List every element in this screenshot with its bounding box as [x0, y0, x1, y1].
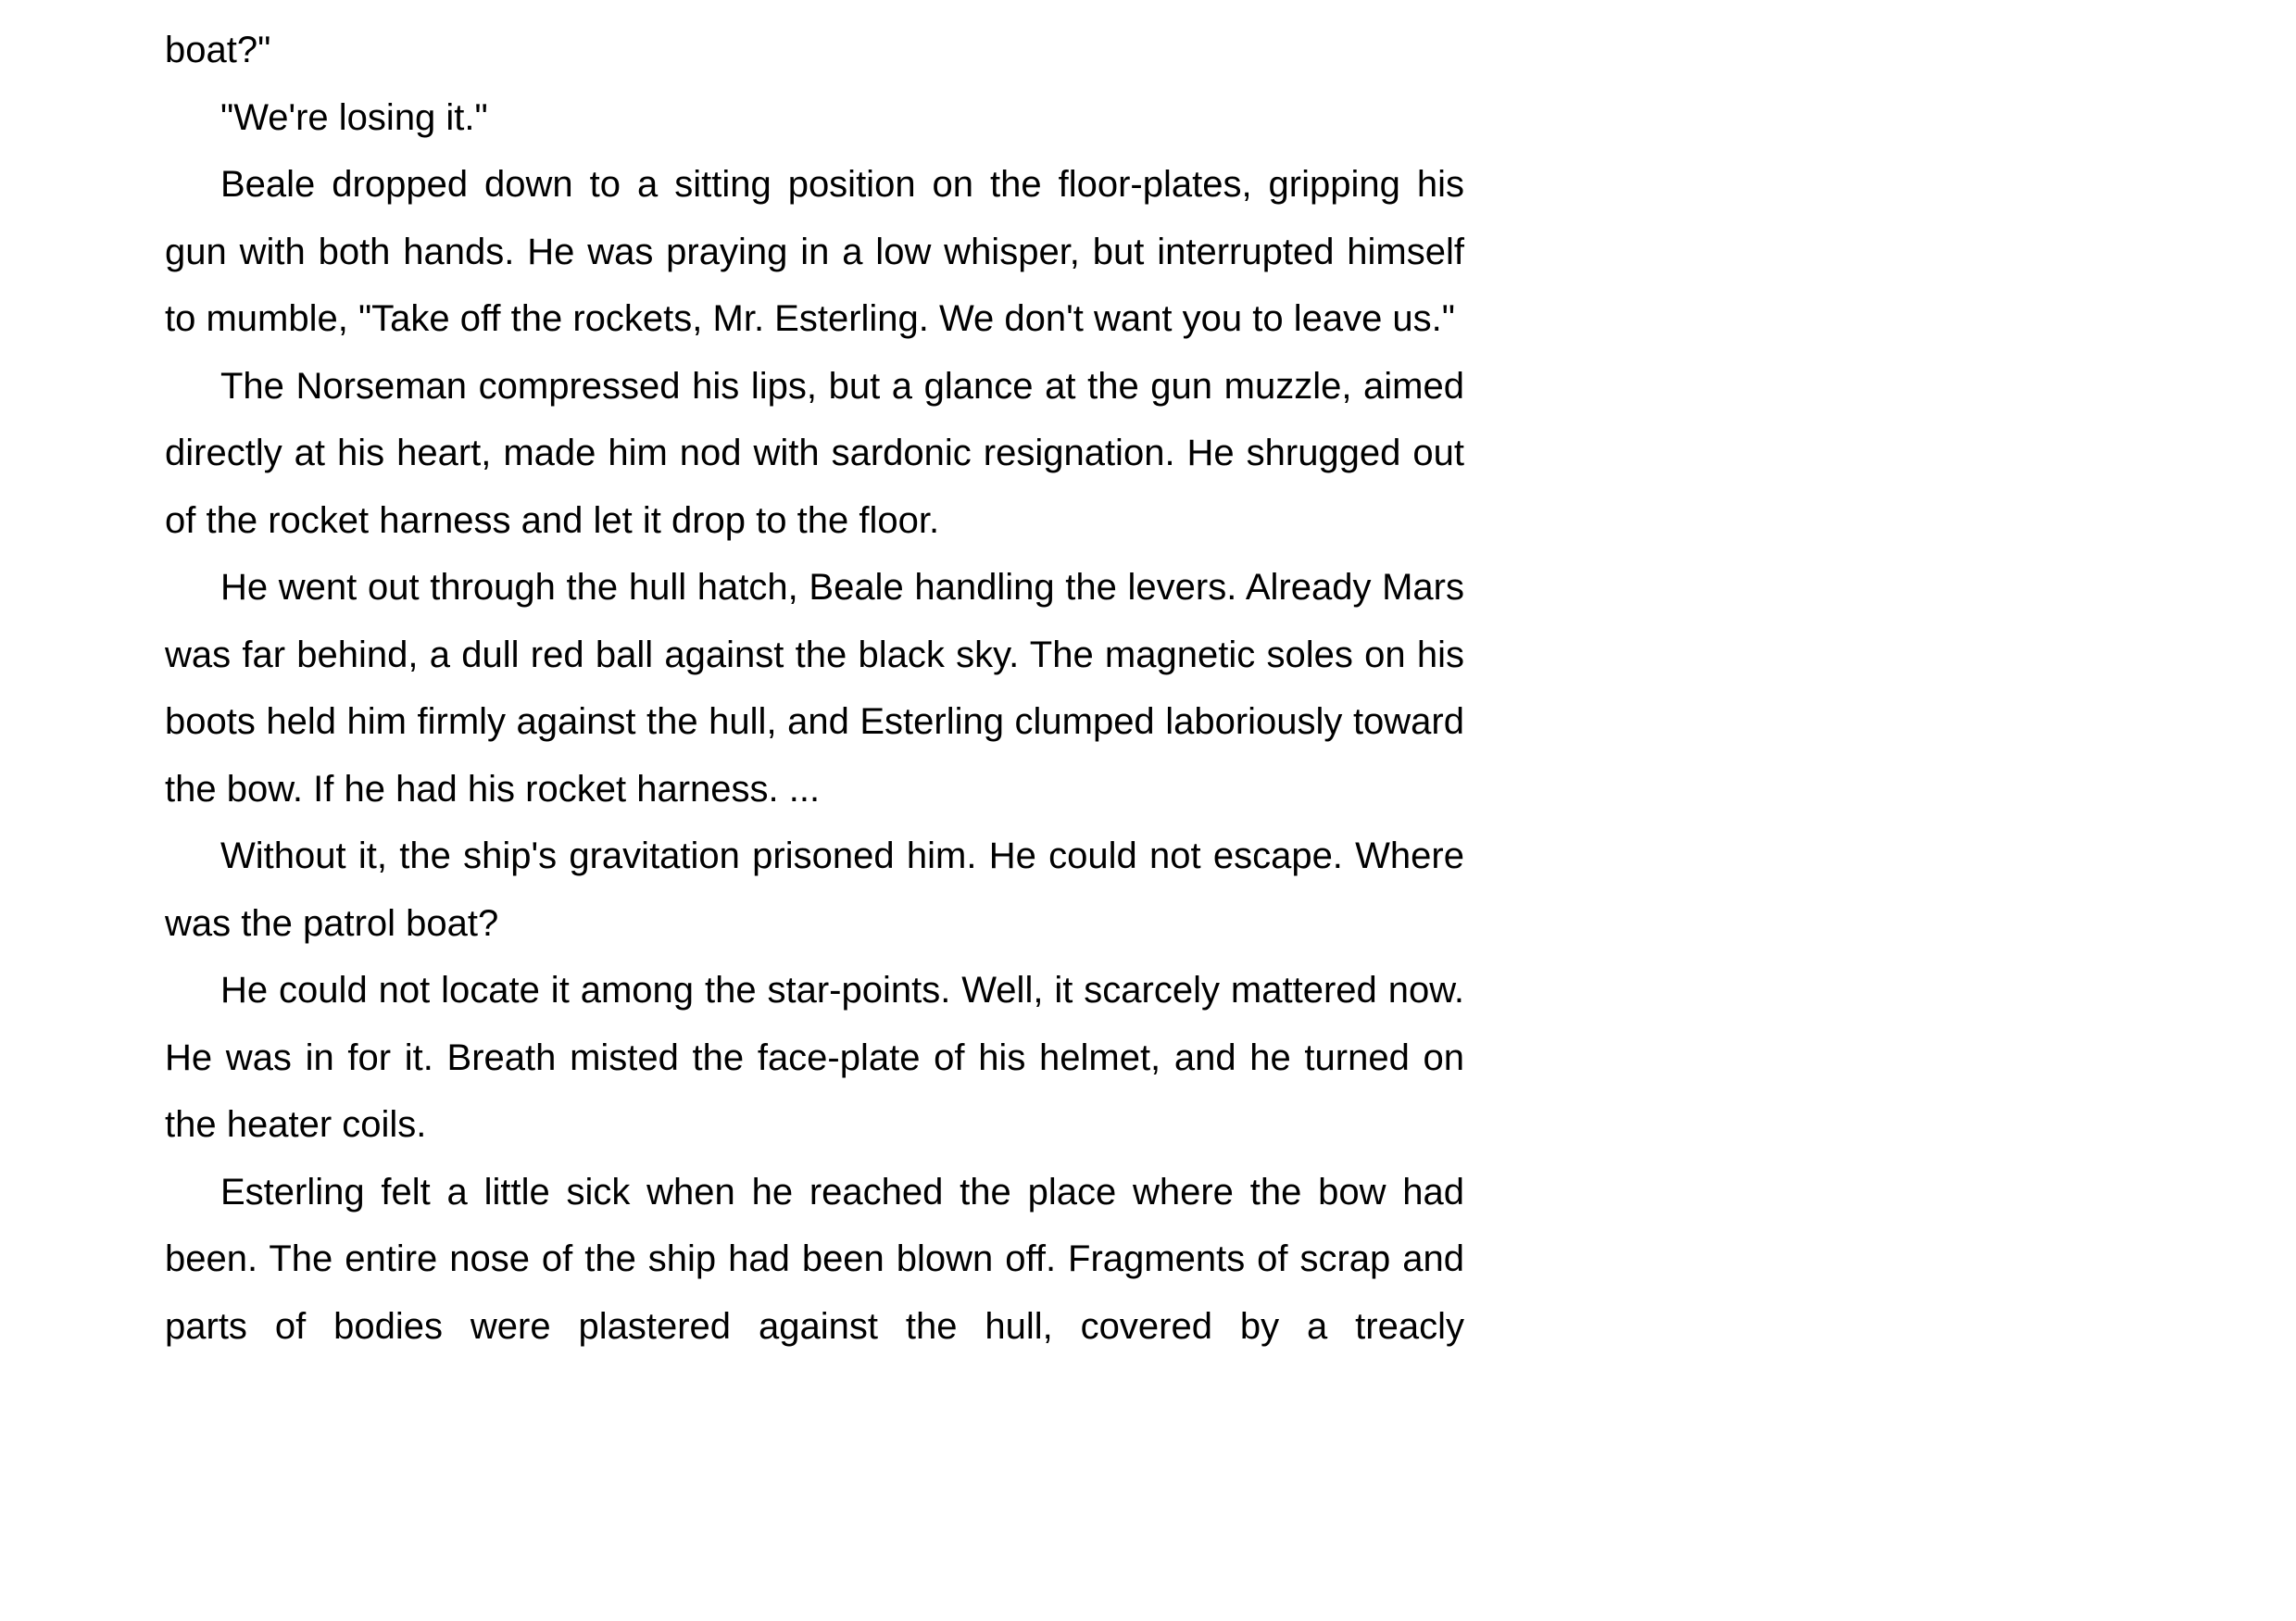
paragraph-1: boat?" [165, 30, 271, 70]
paragraph-3: Beale dropped down to a sitting position on the floor-plates, gripping his gun with both hands. He was praying in a low whisper, but interrupted himself to mumble, "Take off the rockets, Mr. Esterling. We don't want you to leave us." [165, 164, 1464, 339]
paragraph-8: Esterling felt a little sick when he reached the place where the bow had been. The entire nose of the ship had been blown off. Fragments of scrap and parts of bodies were plastered against the hull, covered by a treacly [165, 1171, 1464, 1347]
paragraph-2: "We're losing it." [220, 96, 488, 138]
paragraph-6: Without it, the ship's gravitation prisoned him. He could not escape. Where was the patrol boat? [165, 836, 1464, 944]
document-page [165, 17, 1464, 1360]
paragraph-7: He could not locate it among the star-points. Well, it scarcely mattered now. He was in for it. Breath misted the face-plate of his helmet, and he turned on the heater coils. [165, 970, 1464, 1145]
paragraph-4: The Norseman compressed his lips, but a glance at the gun muzzle, aimed directly at his heart, made him nod with sardonic resignation. He shrugged out of the rocket harness and let it drop to the floor. [165, 365, 1464, 541]
paragraph-5: He went out through the hull hatch, Beale handling the levers. Already Mars was far behind, a dull red ball against the black sky. The magnetic soles on his boots held him firmly against the hull, and Esterling clumped laboriously toward the bow. If he had his rocket harness. ... [165, 567, 1464, 810]
